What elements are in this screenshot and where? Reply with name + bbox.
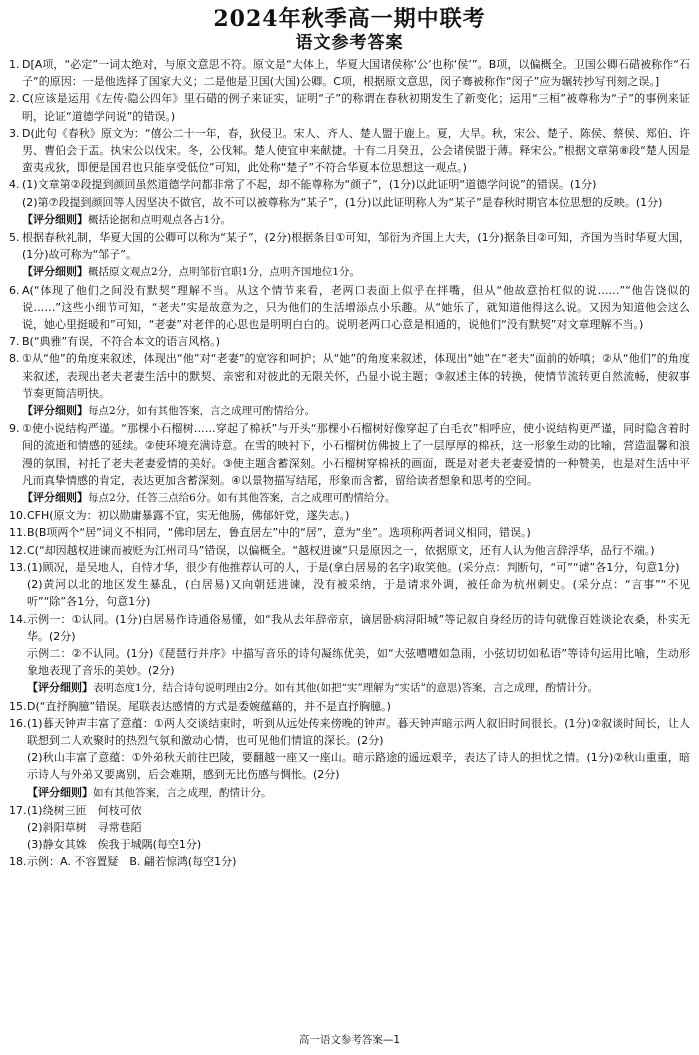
scoring-rule xyxy=(22,489,690,507)
answer-text: C(应该是运用《左传·隐公四年》里石碏的例子来证实，证明“子”的称谓在春秋初期发生了新变化；运用“三桓”被尊称为“子”的事例来证明，论证“道德学问说”的错误。) xyxy=(22,92,690,123)
answer-number: 11. xyxy=(9,526,27,540)
page-footer: 高一语文参考答案—1 xyxy=(298,1034,401,1046)
scoring-rule xyxy=(22,402,690,420)
answer-number: 13. xyxy=(9,560,27,574)
answer-text: CFH(原文为：初以勋庸暴露不宜，实无他肠，佛郁奸党，遂失志。) xyxy=(27,509,350,523)
answer-text: (1)暮天钟声丰富了意蕴：①两人交谈结束时，听到从远处传来傍晚的钟声。暮天钟声暗示两人叙旧时间很长。(1分)②叙谈时间长，让人联想到二人欢聚时的热烈气氛和激动心情，也可见他们情谊的深长。(2分) xyxy=(27,716,690,747)
answer-text: ①使小说结构严谨。“那棵小石榴树……穿起了棉袄”与开头“那棵小石榴树好像穿起了白毛衣”相呼应，使小说结构更严谨，同时隐含着时间的流逝和情感的延续。②使环境充满诗意。在雪的映衬下，小石榴树仿佛披上了一层厚厚的棉袄，这一形象生动的比喻，营造温馨和浪漫的氛围，衬托了老夫老妻爱情的美好。③使主题含蓄深刻。小石榴树穿棉袄的画面，既是对老夫老妻爱情的一种赞美，也是对生活中平凡而真挚情感的肯定，表达更加含蓄深刻。④以景物描写结尾，形象而含蓄，留给读者想象和思考的空间。 xyxy=(22,422,690,487)
answer-text: (1)绕树三匝 何枝可依 xyxy=(27,803,142,817)
answer-number: 14. xyxy=(9,612,27,626)
answer-number: 10. xyxy=(9,509,27,523)
scoring-rule-text: 每点2分，如有其他答案，言之成理可酌情给分。 xyxy=(88,405,316,418)
answer-item xyxy=(9,542,690,559)
answer-text: D(此句《春秋》原文为：“僖公二十一年，春，狄侵卫。宋人、齐人、楚人盟于鹿上。夏，大旱。秋，宋公、楚子、陈侯、蔡侯、郑伯、许男、曹伯会于盂。执宋公以伐宋。冬，公伐邾。楚人使宜申来献捷。十有二月癸丑，公会诸侯盟于薄。释宋公。”根据文章第⑧段“楚人因是蛮夷戎狄，即便是国君也只能享受低位”可知，此处称“楚子”不符合华夏本位思想这一观点。) xyxy=(22,126,690,175)
answer-number: 4. xyxy=(9,178,20,192)
answer-text: D[A项，“必定”一词太绝对，与原文意思不符。原文是“大体上，华夏大国诸侯称‘公’也称‘侯’”。B项，以偏概全。卫国公卿石碏被称作“石子”的原因：一是他选择了国家大义；二是他是卫国(大国)公卿。C项，根据原文意思，闵子骞被称作“闵子”应为辗转抄写刊刻之误。] xyxy=(22,58,690,89)
scoring-rule-text: 如有其他答案，言之成理，酌情计分。 xyxy=(93,786,272,799)
answer-text: B(B项两个“居”词义不相同，“佛印居左，鲁直居左”中的“居”，意为“坐”。选项称两者词义相同，错误。) xyxy=(27,526,531,540)
answer-item xyxy=(9,56,690,90)
answer-text: 示例：A. 不容置疑 B. 翩若惊鸿(每空1分) xyxy=(27,855,237,869)
scoring-rule-text: 表明态度1分，结合诗句说明理由2分。如有其他(如把“实”理解为“实话”的意思)答案，言之成理，酌情计分。 xyxy=(93,682,599,695)
answer-number: 1. xyxy=(9,58,20,71)
answer-item xyxy=(9,698,690,715)
scoring-rule-tag: 【评分细则】 xyxy=(22,491,88,505)
answer-item xyxy=(9,853,690,870)
answer-item xyxy=(9,524,690,541)
scoring-rule xyxy=(22,263,690,281)
answer-number: 15. xyxy=(9,699,27,713)
answer-number: 3. xyxy=(9,126,20,140)
answer-number: 17. xyxy=(9,803,27,817)
answer-item xyxy=(9,229,690,282)
answer-text: (1)顾况，是吴地人，自恃才华，很少有他推荐认可的人，于是(拿白居易的名字)取笑他。(采分点：判断句，“可”“谑”各1分，句意1分) xyxy=(27,560,680,574)
answers-list xyxy=(9,56,690,871)
answer-text: D(“直抒胸臆”错误。尾联表达感情的方式是委婉蕴藉的，并不是直抒胸臆。) xyxy=(27,699,391,713)
answer-subpart: (2)斜阳草树 寻常巷陌 xyxy=(27,820,142,834)
scoring-rule-text: 每点2分，任答三点给6分。如有其他答案，言之成理可酌情给分。 xyxy=(88,492,396,505)
answer-subpart: (2)秋山丰富了意蕴：①外弟秋天前往巴陵，要翻越一座又一座山。暗示路途的遥远艰辛，表达了诗人的担忧之情。(1分)②秋山重重，暗示诗人与外弟又要离别，后会难期，感到无比伤感与惆怅。(2分) xyxy=(27,751,690,782)
answer-item xyxy=(9,507,690,524)
scoring-rule-tag: 【评分细则】 xyxy=(22,212,88,226)
answer-text: (1)文章第②段提到颜回虽然道德学问都非常了不起，却不能尊称为“颜子”，(1分)以此证明“道德学问说”的错误。(1分) xyxy=(22,178,597,192)
answer-item xyxy=(9,282,690,334)
answer-item xyxy=(9,802,690,854)
answer-text: B(“典雅”有误，不符合本文的语言风格。) xyxy=(22,335,221,349)
answer-item xyxy=(9,333,690,350)
answer-text: C(“却因越权进谏而被贬为江州司马”错误，以偏概全。“越权进谏”只是原因之一，依据原文，还有人认为他言辞浮华，品行不端。) xyxy=(27,543,655,557)
answer-item xyxy=(9,125,690,177)
scoring-rule-tag: 【评分细则】 xyxy=(27,785,93,799)
answer-number: 16. xyxy=(9,716,27,730)
answer-number: 6. xyxy=(9,283,20,297)
scoring-rule-text: 概括论据和点明观点各占1分。 xyxy=(88,213,232,226)
answer-item xyxy=(9,559,690,611)
answer-number: 7. xyxy=(9,335,20,349)
scoring-rule-tag: 【评分细则】 xyxy=(27,681,93,695)
scoring-rule-tag: 【评分细则】 xyxy=(22,404,88,418)
answer-item xyxy=(9,90,690,124)
answer-item xyxy=(9,420,690,507)
answer-number: 5. xyxy=(9,231,20,245)
answer-subpart: (3)静女其姝 俟我于城隅(每空1分) xyxy=(27,838,202,852)
answer-item xyxy=(9,611,690,698)
answer-number: 2. xyxy=(9,92,20,106)
scoring-rule xyxy=(27,784,690,802)
page-subtitle: 语文参考答案 xyxy=(295,33,404,53)
answer-number: 8. xyxy=(9,352,20,366)
answer-number: 9. xyxy=(9,422,20,436)
answer-subpart: 示例二：②不认同。(1分)《琵琶行并序》中描写音乐的诗句凝练优美，如“大弦嘈嘈如急雨，小弦切切如私语”等诗句运用比喻，生动形象地表现了音乐的美妙。(2分) xyxy=(27,646,690,678)
page-title: 2024年秋季高一期中联考 xyxy=(213,6,486,32)
answer-text: ①从“他”的角度来叙述，体现出“他”对“老妻”的宽容和呵护；从“她”的角度来叙述，体现出“她”在“老夫”面前的娇嗔；②从“他们”的角度来叙述，表现出老夫老妻生活中的默契、亲密和对彼此的无限关怀，凸显小说主题；③叙述主体的转换，使情节流转更自然流畅，使叙事节奏更简洁明快。 xyxy=(22,352,690,400)
scoring-rule-text: 概括原文观点2分，点明邹衍官职1分，点明齐国地位1分。 xyxy=(88,266,361,279)
answer-item xyxy=(9,715,690,802)
answer-subpart: (2)第⑦段提到颜回等人因坚决不做官，故不可以被尊称为“某子”，(1分)以此证明称人为“某子”是春秋时期官本位思想的反映。(1分) xyxy=(22,195,663,209)
answer-text: 根据春秋礼制，华夏大国的公卿可以称为“某子”，(2分)根据条目①可知，邹衍为齐国上大夫，(1分)据条目②可知，齐国为当时华夏大国，(1分)故可称为“邹子”。 xyxy=(22,231,690,262)
answer-item xyxy=(9,176,690,229)
answer-text: A(“体现了他们之间没有默契”理解不当。从这个情节来看，老两口表面上似乎在拌嘴，但从“他故意抬杠似的说……”“他告饶似的说……”这些小细节可知，“老夫”实是故意为之，只为他们的生活增添点小乐趣。从“她乐了，就知道他得这么说。又因为知道他会这么说，她心里挺暖和”可知，“老妻”对老伴的心思也是明明白白的。说明老两口心意是相通的，说他们“没有默契”对文章理解不当。) xyxy=(22,283,690,332)
answer-item xyxy=(9,350,690,420)
scoring-rule xyxy=(22,211,690,229)
scoring-rule xyxy=(27,679,690,697)
answer-number: 18. xyxy=(9,855,27,869)
answer-number: 12. xyxy=(9,543,27,557)
answer-subpart: (2)黄河以北的地区发生暴乱，(白居易)又向朝廷进谏，没有被采纳，于是请求外调，被任命为杭州刺史。(采分点：“言事”“不见听”“除”各1分，句意1分) xyxy=(27,578,690,609)
scoring-rule-tag: 【评分细则】 xyxy=(22,265,88,279)
answer-text: 示例一：①认同。(1分)白居易作诗通俗易懂，如“我从去年辞帝京，谪居卧病浔阳城”等记叙自身经历的诗句就像百姓谈论农桑，朴实无华。(2分) xyxy=(27,612,690,643)
